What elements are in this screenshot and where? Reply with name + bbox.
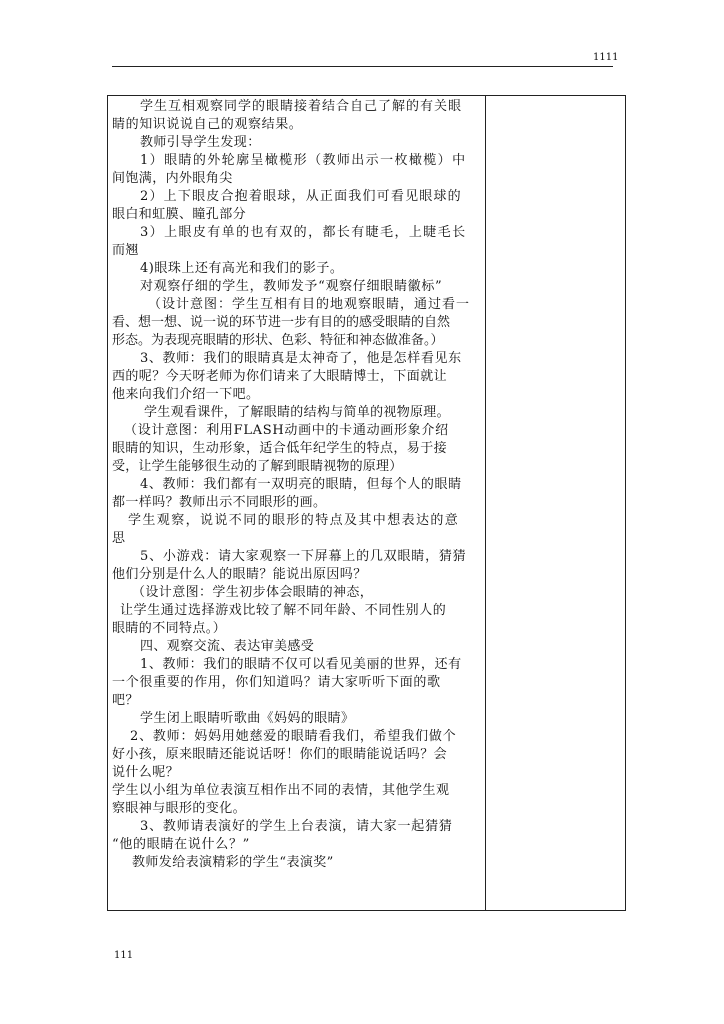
text-line: “他的眼睛在说什么？” <box>112 837 250 852</box>
text-line: 好小孩，原来眼睛还能说话呀！你们的眼睛能说话吗？会 <box>112 747 448 762</box>
text-line: 3、教师请表演好的学生上台表演，请大家一起猜猜 <box>140 819 453 834</box>
text-line: （设计意图：利用FLASH动画中的卡通动画形象介绍 <box>124 423 449 438</box>
text-line: 他来向我们介绍一下吧。 <box>112 387 260 402</box>
text-line: 学生以小组为单位表演互相作出不同的表情，其他学生观 <box>112 783 450 798</box>
lesson-content-cell <box>108 96 485 910</box>
text-line: 一个很重要的作用，你们知道吗？请大家听听下面的歌 <box>112 675 441 690</box>
text-line: 3、教师：我们的眼睛真是太神奇了，他是怎样看见东 <box>140 351 462 366</box>
text-line: 4、教师：我们都有一双明亮的眼睛，但每个人的眼睛 <box>140 477 462 492</box>
text-line: 受，让学生能够很生动的了解到眼睛视物的原理） <box>112 459 403 474</box>
text-line: 而翘 <box>112 243 139 258</box>
notes-cell <box>486 96 625 910</box>
text-line: 2）上下眼皮合抱着眼球，从正面我们可看见眼球的 <box>140 189 462 204</box>
text-line: 他们分别是什么人的眼睛？能说出原因吗？ <box>112 567 367 582</box>
text-line: 西的呢？今天呀老师为你们请来了大眼睛博士，下面就让 <box>112 369 448 384</box>
text-line: 眼白和虹膜、瞳孔部分 <box>112 207 247 222</box>
text-line: 形态。为表现亮眼睛的形状、色彩、特征和神态做准备。） <box>112 333 444 348</box>
text-line: 学生闭上眼睛听歌曲《妈妈的眼睛》 <box>140 711 355 726</box>
text-line: 1、教师：我们的眼睛不仅可以看见美丽的世界，还有 <box>140 657 462 672</box>
text-line: 四、观察交流、表达审美感受 <box>140 639 315 654</box>
text-line: 3）上眼皮有单的也有双的，都长有睫毛，上睫毛长 <box>140 225 467 240</box>
text-line: 教师引导学生发现： <box>140 135 261 150</box>
text-line: 学生观看课件，了解眼睛的结构与简单的视物原理。 <box>144 405 450 420</box>
text-line: 眼睛的不同特点。） <box>112 621 227 636</box>
text-line: 察眼神与眼形的变化。 <box>112 801 247 816</box>
text-line: 让学生通过选择游戏比较了解不同年龄、不同性别人的 <box>120 603 447 618</box>
text-line: 眼睛的知识，生动形象，适合低年纪学生的特点，易于接 <box>112 441 448 456</box>
text-line: 1）眼睛的外轮廓呈橄榄形（教师出示一枚橄榄）中 <box>140 153 467 168</box>
text-line: 都一样吗？教师出示不同眼形的画。 <box>112 495 327 510</box>
lesson-table <box>107 95 626 911</box>
text-line: 学生观察，说说不同的眼形的特点及其中想表达的意 <box>128 513 460 528</box>
text-line: 4)眼珠上还有高光和我们的影子。 <box>140 261 344 276</box>
text-line: 2、教师：妈妈用她慈爱的眼睛看我们，希望我们做个 <box>130 729 457 744</box>
text-line: 看、想一想、说一说的环节进一步有目的的感受眼睛的自然 <box>112 315 451 330</box>
text-line: 5、小游戏：请大家观察一下屏幕上的几双眼睛，猜猜 <box>140 549 467 564</box>
text-line: 思 <box>112 531 126 546</box>
text-line: （设计意图：学生初步体会眼睛的神态， <box>132 585 374 600</box>
text-line: 教师发给表演精彩的学生“表演奖” <box>132 855 334 870</box>
text-line: （设计意图：学生互相有目的地观察眼睛，通过看一 <box>148 297 471 312</box>
text-line: 间饱满，内外眼角尖 <box>112 171 233 186</box>
header-rule <box>112 66 613 67</box>
text-line: 睛的知识说说自己的观察结果。 <box>112 117 303 132</box>
text-line: 学生互相观察同学的眼睛接着结合自己了解的有关眼 <box>140 99 463 114</box>
text-line: 说什么呢？ <box>112 765 180 780</box>
text-line: 吧？ <box>112 693 139 708</box>
footer-page-number: 111 <box>114 950 134 961</box>
header-page-number: 1111 <box>593 52 619 63</box>
text-line: 对观察仔细的学生，教师发予“观察仔细眼睛徽标” <box>140 279 443 294</box>
